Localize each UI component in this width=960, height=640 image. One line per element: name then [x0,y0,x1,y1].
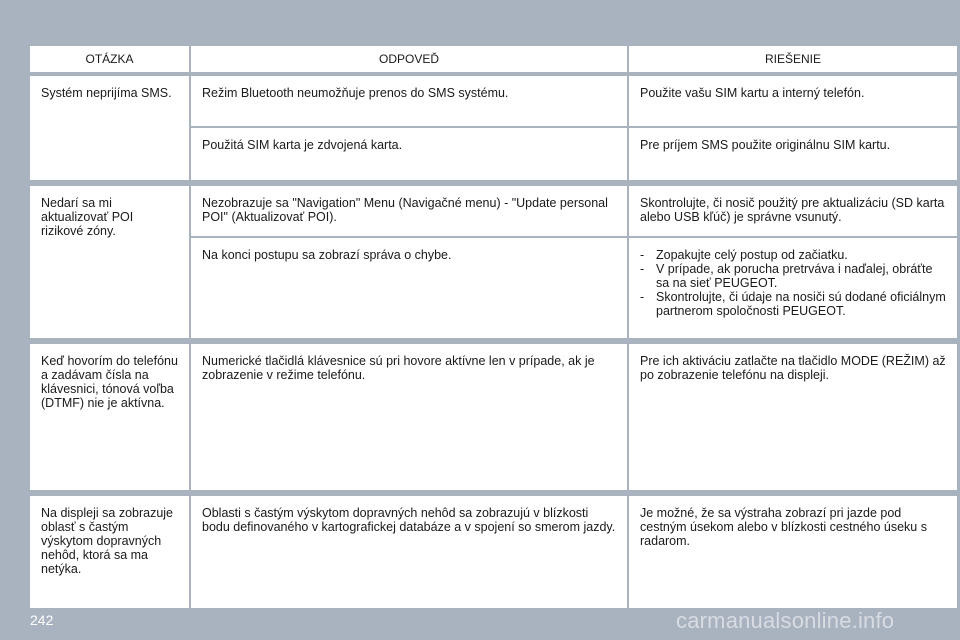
watermark: carmanualsonline.info [676,608,895,633]
faq-table [30,46,958,608]
question-text: Systém neprijíma SMS. [41,86,172,100]
answer-cell [191,128,627,180]
solution-text: Pre príjem SMS použite originálnu SIM kartu. [640,138,891,152]
answer-text: Nezobrazuje sa "Navigation" Menu (Navigačné menu) - "Update personal POI" (Aktualizovať POI). [202,196,608,224]
solution-text: Skontrolujte, či nosič použitý pre aktualizáciu (SD karta alebo USB kľúč) je správne vsunutý. [640,196,945,224]
answer-text: Numerické tlačidlá klávesnice sú pri hovore aktívne len v prípade, ak je zobrazenie v režime telefónu. [202,354,595,382]
solution-text: Je možné, že sa výstraha zobrazí pri jazde pod cestným úsekom alebo v blízkosti cestného úseku s radarom. [640,506,927,548]
answer-cell [191,186,627,236]
answer-text: Použitá SIM karta je zdvojená karta. [202,138,403,152]
question-cell [30,344,189,490]
question-text: Na displeji sa zobrazuje oblasť s častým výskytom dopravných nehôd, ktorá sa ma netýka. [41,506,174,576]
answer-cell [191,496,627,608]
solution-cell [629,76,957,126]
solution-cell [629,344,957,490]
solution-step: - Zopakujte celý postup od začiatku. [640,248,946,262]
solution-step: - V prípade, ak porucha pretrváva i naďalej, obráťte sa na sieť PEUGEOT. [640,262,946,290]
solution-text: Pre ich aktiváciu zatlačte na tlačidlo MODE (REŽIM) až po zobrazenie telefónu na displeji. [640,354,946,382]
answer-text: Oblasti s častým výskytom dopravných nehôd sa zobrazujú v blízkosti bodu definovaného v kartografickej databáze a v spojení so smerom jazdy. [202,506,616,534]
header-answer: ODPOVEĎ [191,46,627,72]
solution-cell [629,128,957,180]
solution-text: Použite vašu SIM kartu a interný telefón. [640,86,865,100]
solution-cell [629,496,957,608]
question-cell [30,496,189,608]
header-question: OTÁZKA [30,46,189,72]
header-solution: RIEŠENIE [629,46,957,72]
answer-text: Na konci postupu sa zobrazí správa o chybe. [202,248,452,262]
solution-steps-list [640,238,946,318]
page-number: 242 [30,612,54,628]
answer-text: Režim Bluetooth neumožňuje prenos do SMS systému. [202,86,509,100]
answer-cell [191,76,627,126]
solution-step: - Skontrolujte, či údaje na nosiči sú dodané oficiálnym partnerom spoločnosti PEUGEOT. [640,290,946,318]
question-text: Keď hovorím do telefónu a zadávam čísla na klávesnici, tónová voľba (DTMF) nie je aktívna. [41,354,178,410]
question-text: Nedarí sa mi aktualizovať POI rizikové zóny. [41,196,134,238]
question-cell [30,186,189,338]
solution-cell [629,238,957,338]
question-cell [30,76,189,180]
answer-cell [191,238,627,338]
solution-cell [629,186,957,236]
answer-cell [191,344,627,490]
